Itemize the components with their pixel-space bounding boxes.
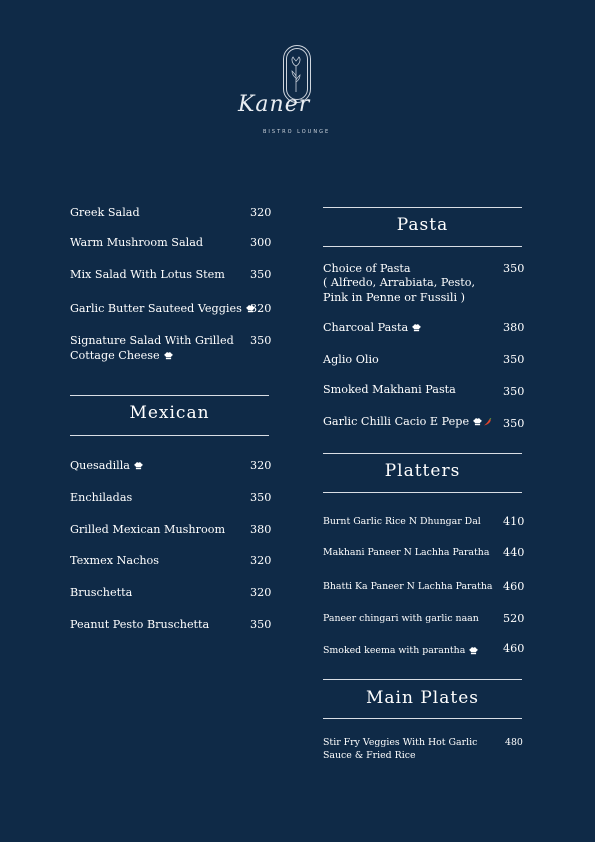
menu-price: 320 [250, 206, 272, 219]
chef-hat-icon [412, 324, 421, 332]
menu-item: Grilled Mexican Mushroom [70, 523, 226, 536]
menu-item: Makhani Paneer N Lachha Paratha [323, 547, 490, 558]
divider [323, 718, 522, 719]
menu-price: 440 [503, 546, 525, 559]
divider [323, 246, 522, 247]
chili-icon [483, 418, 492, 426]
divider [323, 207, 522, 208]
menu-item: Mix Salad With Lotus Stem [70, 268, 225, 281]
menu-price: 520 [503, 612, 525, 625]
menu-item: Charcoal Pasta [323, 321, 421, 335]
menu-item: Smoked Makhani Pasta [323, 383, 456, 396]
menu-price: 300 [250, 236, 272, 249]
section-heading-mexican: Mexican [129, 403, 210, 423]
menu-item-line2: Cottage Cheese [70, 349, 173, 363]
menu-price: 350 [250, 268, 272, 281]
menu-price: 480 [505, 737, 523, 748]
menu-item: Garlic Chilli Cacio E Pepe [323, 415, 492, 429]
menu-item: Enchiladas [70, 491, 133, 504]
menu-item: Quesadilla [70, 459, 143, 473]
menu-item-line3: Pink in Penne or Fussili ) [323, 291, 465, 304]
menu-item: Greek Salad [70, 206, 140, 219]
divider [323, 453, 522, 454]
menu-price: 460 [503, 642, 525, 655]
menu-item-name: Garlic Butter Sauteed Veggies [70, 302, 242, 315]
logo [230, 40, 365, 140]
section-heading-platters: Platters [384, 461, 461, 481]
chef-hat-icon [164, 352, 173, 360]
divider [70, 435, 269, 436]
menu-item: Signature Salad With Grilled [70, 334, 234, 347]
chef-hat-icon [469, 647, 478, 655]
menu-price: 320 [250, 586, 272, 599]
menu-item [70, 302, 255, 316]
menu-price: 380 [503, 321, 525, 334]
menu-item: Aglio Olio [323, 353, 379, 366]
menu-price: 350 [250, 334, 272, 347]
section-heading-main-plates: Main Plates [366, 688, 479, 708]
menu-item-line2: ( Alfredo, Arrabiata, Pesto, [323, 276, 476, 289]
menu-item: Choice of Pasta [323, 262, 411, 275]
menu-price: 380 [250, 523, 272, 536]
menu-price: 410 [503, 515, 525, 528]
menu-item: Stir Fry Veggies With Hot Garlic [323, 737, 478, 748]
menu-item: Burnt Garlic Rice N Dhungar Dal [323, 516, 481, 527]
menu-item: Texmex Nachos [70, 554, 160, 567]
logo-wordmark: Kaner [238, 92, 311, 117]
menu-price: 350 [503, 353, 525, 366]
menu-item: Smoked keema with parantha [323, 644, 478, 657]
menu-item: Bhatti Ka Paneer N Lachha Paratha [323, 581, 493, 592]
menu-item: Bruschetta [70, 586, 133, 599]
menu-price: 350 [503, 417, 525, 430]
menu-item: Paneer chingari with garlic naan [323, 613, 479, 624]
divider [323, 492, 522, 493]
menu-price: 350 [250, 491, 272, 504]
chef-hat-icon [134, 462, 143, 470]
divider [70, 395, 269, 396]
menu-price: 460 [503, 580, 525, 593]
chef-hat-icon [473, 418, 482, 426]
menu-price: 320 [250, 459, 272, 472]
divider [323, 679, 522, 680]
menu-item-line2: Sauce & Fried Rice [323, 750, 416, 761]
menu-item: Warm Mushroom Salad [70, 236, 204, 249]
menu-price: 350 [503, 262, 525, 275]
menu-price: 350 [503, 385, 525, 398]
tulip-icon [290, 56, 302, 94]
menu-price: 350 [250, 618, 272, 631]
logo-tagline: BISTRO LOUNGE [263, 129, 331, 135]
menu-price: 320 [250, 302, 272, 315]
menu-item: Peanut Pesto Bruschetta [70, 618, 210, 631]
menu-price: 320 [250, 554, 272, 567]
section-heading-pasta: Pasta [396, 215, 449, 235]
